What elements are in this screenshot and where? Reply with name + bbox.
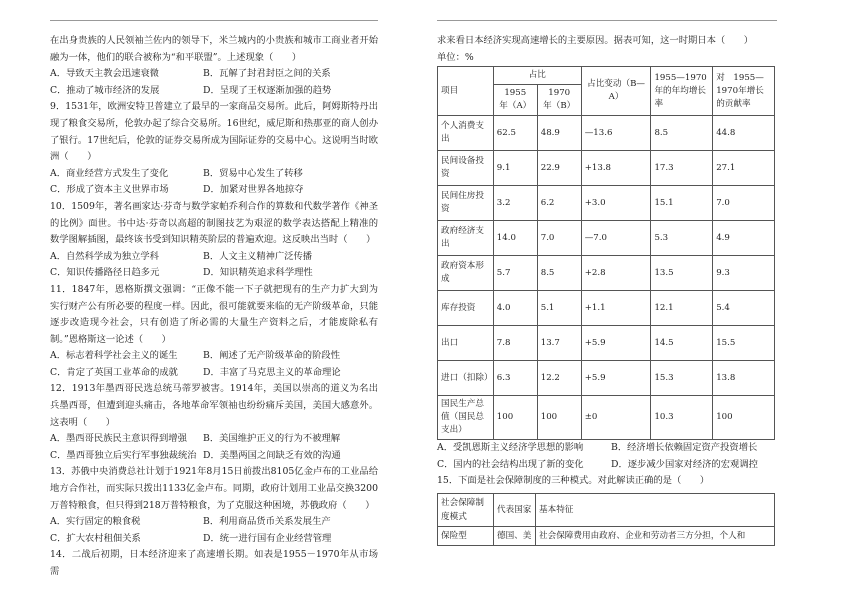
cell-growth: 13.5 bbox=[651, 256, 713, 291]
cell-growth: 10.3 bbox=[651, 396, 713, 440]
cell-change: +3.0 bbox=[581, 186, 651, 221]
cell-item: 政府资本形成 bbox=[438, 256, 494, 291]
table-body bbox=[438, 116, 775, 440]
cell-item: 民间设备投资 bbox=[438, 151, 494, 186]
cell-1970: 6.2 bbox=[537, 186, 581, 221]
cell-contribution: 9.3 bbox=[713, 256, 775, 291]
q12-options-row1 bbox=[50, 431, 378, 448]
economy-table bbox=[437, 66, 775, 440]
table-row bbox=[438, 361, 775, 396]
q12-option-c: C．墨西哥独立后实行军事独裁统治 bbox=[50, 449, 197, 461]
q8-options-row2 bbox=[50, 83, 378, 100]
q9-options-row1 bbox=[50, 166, 378, 183]
cell-contribution: 100 bbox=[713, 396, 775, 440]
q11-option-d: D．丰富了马克思主义的革命理论 bbox=[203, 366, 341, 378]
q14-option-d: D．逐步减少国家对经济的宏观调控 bbox=[611, 458, 758, 470]
cell-change: +1.1 bbox=[581, 291, 651, 326]
ss-cell-country: 德国、美 bbox=[494, 526, 536, 545]
q9-option-c: C．形成了资本主义世界市场 bbox=[50, 184, 169, 196]
table-row bbox=[438, 151, 775, 186]
cell-contribution: 4.9 bbox=[713, 221, 775, 256]
cell-item: 个人消费支出 bbox=[438, 116, 494, 151]
q14-option-b: B．经济增长依赖固定资产投资增长 bbox=[611, 442, 758, 454]
table-row bbox=[438, 116, 775, 151]
q14-stem-continued: 求来看日本经济实现高速增长的主要原因。据表可知，这一时期日本（ ） bbox=[437, 35, 754, 46]
social-security-table bbox=[437, 493, 775, 546]
q10-option-c: C．知识传播路径日趋多元 bbox=[50, 267, 160, 279]
left-column bbox=[50, 0, 378, 581]
header-1970: 1970 年（B） bbox=[537, 85, 581, 116]
q11-option-a: A．标志着科学社会主义的诞生 bbox=[50, 350, 178, 362]
cell-contribution: 13.8 bbox=[713, 361, 775, 396]
header-growth: 1955—1970年的年均增长率 bbox=[651, 67, 713, 116]
q10-options-row1 bbox=[50, 249, 378, 266]
q12-options-row2 bbox=[50, 448, 378, 465]
ss-header-mode: 社会保障制度模式 bbox=[438, 493, 494, 526]
cell-change: ±0 bbox=[581, 396, 651, 440]
table-row bbox=[438, 221, 775, 256]
q8-option-c: C．推动了城市经济的发展 bbox=[50, 84, 160, 96]
header-share: 占比 bbox=[493, 67, 581, 85]
right-column bbox=[437, 0, 777, 546]
q14-option-a: A．受凯恩斯主义经济学思想的影响 bbox=[437, 442, 584, 454]
q9-option-b: B．贸易中心发生了转移 bbox=[203, 167, 303, 179]
cell-1955: 3.2 bbox=[493, 186, 537, 221]
q10-option-d: D．知识精英追求科学理性 bbox=[203, 267, 313, 279]
q13-option-d: D．统一进行国有企业经营管理 bbox=[203, 532, 332, 544]
cell-1955: 14.0 bbox=[493, 221, 537, 256]
cell-1970: 5.1 bbox=[537, 291, 581, 326]
table-row bbox=[438, 291, 775, 326]
cell-item: 出口 bbox=[438, 326, 494, 361]
q15-stem: 15．下面是社会保障制度的三种模式。对此解读正确的是（ ） bbox=[437, 475, 710, 487]
cell-contribution: 15.5 bbox=[713, 326, 775, 361]
cell-change: +13.8 bbox=[581, 151, 651, 186]
table-row bbox=[438, 186, 775, 221]
cell-change: —7.0 bbox=[581, 221, 651, 256]
table-header-row1 bbox=[438, 67, 775, 85]
cell-1955: 7.8 bbox=[493, 326, 537, 361]
header-item: 项目 bbox=[438, 67, 494, 116]
q8-option-b: B．瓦解了封君封臣之间的关系 bbox=[203, 68, 331, 80]
q14-options-row1 bbox=[437, 440, 777, 457]
cell-change: —13.6 bbox=[581, 116, 651, 151]
ss-header-country: 代表国家 bbox=[494, 493, 536, 526]
q9-option-d: D．加紧对世界各地掠夺 bbox=[203, 184, 304, 196]
ss-header-feature: 基本特征 bbox=[536, 493, 775, 526]
q12-option-b: B．美国维护正义的行为不被理解 bbox=[203, 433, 340, 445]
q13-stem: 13．苏俄中央消费总社计划于1921年8月15日前拨出8105亿金卢布的工业品给地方合作社，而实际只拨出1133亿金卢布。同期，政府计划用工业品交换3200万普特粮食，但只得到218万普特粮食，为了克服这种困境，苏俄政府（ ） bbox=[50, 466, 378, 511]
cell-1970: 22.9 bbox=[537, 151, 581, 186]
cell-1970: 12.2 bbox=[537, 361, 581, 396]
q11-option-c: C．肯定了英国工业革命的成就 bbox=[50, 366, 178, 378]
ss-header-row bbox=[438, 493, 775, 526]
q14-options-row2 bbox=[437, 457, 777, 474]
cell-growth: 15.3 bbox=[651, 361, 713, 396]
cell-growth: 12.1 bbox=[651, 291, 713, 326]
q12-stem: 12．1913年墨西哥民选总统马蒂罗被害。1914年，美国以崇高的道义为名出兵墨西哥，但遭到迎头痛击，各地革命军领袖也纷纷痛斥美国，美国大感意外。这表明（ ） bbox=[50, 383, 378, 428]
q8-options-row1 bbox=[50, 66, 378, 83]
cell-1970: 8.5 bbox=[537, 256, 581, 291]
q14-stem: 14．二战后初期，日本经济迎来了高速增长期。如表是1955－1970年从市场需 bbox=[50, 549, 378, 577]
q10-option-b: B．人文主义精神广泛传播 bbox=[203, 250, 313, 262]
q8-stem: 在出身贵族的人民领袖兰佐内的领导下，米兰城内的小贵族和城市工商业者开始融为一体，他们的联合被称为“和平联盟”。上述现象（ ） bbox=[50, 35, 378, 63]
cell-1970: 7.0 bbox=[537, 221, 581, 256]
q13-options-row2 bbox=[50, 531, 378, 548]
cell-1955: 62.5 bbox=[493, 116, 537, 151]
cell-item: 民间住房投资 bbox=[438, 186, 494, 221]
cell-contribution: 5.4 bbox=[713, 291, 775, 326]
cell-1955: 9.1 bbox=[493, 151, 537, 186]
q10-option-a: A．自然科学成为独立学科 bbox=[50, 250, 159, 262]
cell-1970: 48.9 bbox=[537, 116, 581, 151]
header-1955: 1955 年（A） bbox=[493, 85, 537, 116]
cell-growth: 17.3 bbox=[651, 151, 713, 186]
cell-contribution: 7.0 bbox=[713, 186, 775, 221]
header-contribution: 对 1955—1970年增长的贡献率 bbox=[713, 67, 775, 116]
cell-1955: 4.0 bbox=[493, 291, 537, 326]
q13-option-c: C．扩大农村租佃关系 bbox=[50, 532, 141, 544]
q11-options-row2 bbox=[50, 365, 378, 382]
table-row bbox=[438, 326, 775, 361]
q10-options-row2 bbox=[50, 265, 378, 282]
table-unit: 单位：% bbox=[437, 51, 474, 63]
header-change: 占比变动（B—A） bbox=[581, 67, 651, 116]
cell-item: 国民生产总值（国民总支出） bbox=[438, 396, 494, 440]
cell-1955: 5.7 bbox=[493, 256, 537, 291]
q12-option-d: D．美墨两国之间缺乏有效的沟通 bbox=[203, 449, 341, 461]
q9-stem: 9．1531年，欧洲安特卫普建立了最早的一家商品交易所。此后，阿姆斯特丹出现了粮食交易所，伦敦办起了综合交易所。16世纪，威尼斯和热那亚的商人创办了银行。17世纪后，伦敦的证券交易所成为国际证券的交易中心。这说明当时欧洲（ ） bbox=[50, 101, 378, 163]
q9-options-row2 bbox=[50, 182, 378, 199]
ss-cell-feature: 社会保障费用由政府、企业和劳动者三方分担，个人和 bbox=[536, 526, 775, 545]
q13-option-a: A．实行固定的粮食税 bbox=[50, 516, 141, 528]
cell-item: 进口（扣除） bbox=[438, 361, 494, 396]
cell-growth: 8.5 bbox=[651, 116, 713, 151]
cell-1955: 100 bbox=[493, 396, 537, 440]
cell-item: 政府经济支出 bbox=[438, 221, 494, 256]
cell-growth: 15.1 bbox=[651, 186, 713, 221]
q14-option-c: C．国内的社会结构出现了新的变化 bbox=[437, 458, 584, 470]
cell-growth: 5.3 bbox=[651, 221, 713, 256]
cell-contribution: 27.1 bbox=[713, 151, 775, 186]
cell-1955: 6.3 bbox=[493, 361, 537, 396]
q8-option-a: A．导致天主教会迅速衰微 bbox=[50, 68, 159, 80]
cell-1970: 100 bbox=[537, 396, 581, 440]
cell-1970: 13.7 bbox=[537, 326, 581, 361]
ss-cell-mode: 保险型 bbox=[438, 526, 494, 545]
cell-growth: 14.5 bbox=[651, 326, 713, 361]
q13-option-b: B．利用商品货币关系发展生产 bbox=[203, 516, 331, 528]
table-row bbox=[438, 256, 775, 291]
q13-options-row1 bbox=[50, 514, 378, 531]
cell-item: 库存投资 bbox=[438, 291, 494, 326]
q11-stem: 11．1847年，恩格斯撰文强调：“正像不能一下子就把现有的生产力扩大到为实行财产公有所必要的程度一样。因此，很可能就要来临的无产阶级革命，只能逐步改造现今社会，只有创造了所必需的大量生产资料之后，才能废除私有制。”恩格斯这一论述（ ） bbox=[50, 283, 378, 345]
cell-contribution: 44.8 bbox=[713, 116, 775, 151]
cell-change: +2.8 bbox=[581, 256, 651, 291]
q9-option-a: A．商业经营方式发生了变化 bbox=[50, 167, 169, 179]
q11-option-b: B．阐述了无产阶级革命的阶段性 bbox=[203, 350, 340, 362]
cell-change: +5.9 bbox=[581, 361, 651, 396]
q10-stem: 10．1509年，著名画家达·芬奇与数学家帕乔利合作的算数和代数学著作《神圣的比例》面世。书中达·芬奇以高超的制图技艺为艰涩的数学表达搭配上精准的数学图解插图，最终该书受到知识精英阶层的普遍欢迎。这反映出当时（ ） bbox=[50, 200, 378, 246]
cell-change: +5.9 bbox=[581, 326, 651, 361]
table-row bbox=[438, 396, 775, 440]
q8-option-d: D．呈现了王权逐渐加强的趋势 bbox=[203, 84, 332, 96]
q12-option-a: A．墨西哥民族民主意识得到增强 bbox=[50, 433, 187, 445]
ss-row bbox=[438, 526, 775, 545]
q11-options-row1 bbox=[50, 348, 378, 365]
